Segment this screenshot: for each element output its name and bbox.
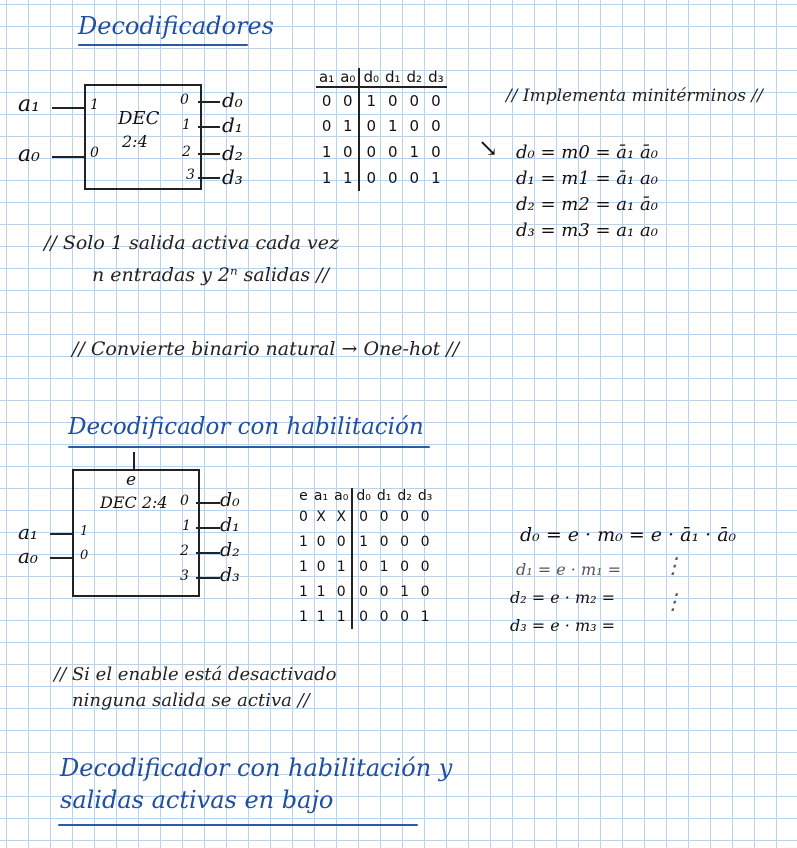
- th-e: e: [299, 488, 308, 504]
- equation-d1-enable: d₁ = e · m₁ =: [516, 560, 622, 579]
- cell: 1: [366, 91, 376, 110]
- cell: 0: [331, 579, 352, 604]
- cell: 1: [400, 583, 410, 600]
- input-a1-label: a₁: [18, 520, 38, 544]
- output-pin-3: 3: [180, 568, 189, 584]
- cell: 0: [366, 117, 376, 135]
- section-title-salidas-activas-bajo-line2: salidas activas en bajo: [60, 786, 334, 814]
- implementa-minterminos-note: // Implementa minitérminos //: [506, 86, 763, 106]
- th-a0: a₀: [337, 68, 359, 87]
- cell: 0: [299, 508, 308, 525]
- th-a0: a₀: [331, 488, 352, 504]
- cell: 1: [316, 608, 326, 625]
- th-d2: d₂: [404, 68, 426, 87]
- arrow-icon: ↘: [478, 134, 499, 162]
- cell: 0: [359, 508, 369, 525]
- note-binario-onehot: // Convierte binario natural → One-hot //: [72, 338, 460, 360]
- equation-d2-enable: d₂ = e · m₂ =: [510, 588, 616, 607]
- cell: 0: [387, 169, 398, 187]
- enable-label: e: [126, 470, 137, 490]
- output-d1-wire: [196, 527, 220, 529]
- cell: 0: [409, 91, 420, 110]
- input-a1-pin: 1: [80, 524, 89, 539]
- cell: 1: [321, 169, 332, 187]
- input-a1-label: a₁: [18, 92, 40, 117]
- cell: 1: [299, 533, 308, 550]
- title-underline: [78, 44, 248, 46]
- input-a1-pin: 1: [90, 97, 99, 113]
- output-d3-label: d₃: [220, 564, 240, 586]
- cell: 1: [420, 608, 430, 625]
- equation-d3: d₃ = m3 = a₁ a₀: [516, 220, 658, 241]
- cell: 1: [431, 169, 441, 187]
- ellipsis-icon: ⋮: [662, 590, 684, 615]
- cell: X: [331, 504, 352, 529]
- cell: 0: [321, 91, 332, 110]
- cell: 0: [420, 558, 430, 575]
- truth-table-header: [316, 68, 447, 87]
- cell: 0: [420, 533, 430, 550]
- decoder-size: 2:4: [122, 132, 148, 151]
- section-title-decodificador-habilitacion: Decodificador con habilitación: [68, 414, 424, 440]
- cell: 0: [431, 143, 441, 161]
- cell: 1: [337, 165, 359, 191]
- cell: 0: [379, 583, 389, 600]
- cell: 0: [337, 139, 359, 165]
- th-d1: d₁: [376, 488, 392, 504]
- note-n-entradas: n entradas y 2ⁿ salidas //: [92, 264, 329, 286]
- cell: 0: [409, 169, 420, 187]
- output-d2-label: d₂: [220, 539, 240, 561]
- decoder-label: DEC 2:4: [100, 493, 168, 512]
- output-d1-wire: [198, 126, 220, 128]
- cell: 0: [359, 608, 369, 625]
- cell: 1: [359, 533, 369, 550]
- output-pin-1: 1: [182, 518, 191, 534]
- cell: 1: [379, 558, 389, 575]
- output-d2-wire: [196, 552, 220, 554]
- input-a0-label: a₀: [18, 142, 40, 167]
- output-pin-2: 2: [180, 543, 189, 559]
- cell: 1: [387, 117, 398, 135]
- output-pin-0: 0: [180, 493, 189, 509]
- cell: 0: [366, 143, 376, 161]
- input-a1-wire: [52, 107, 85, 109]
- cell: 0: [379, 508, 389, 525]
- th-d2: d₂: [397, 488, 412, 504]
- cell: 1: [299, 558, 308, 575]
- cell: 1: [299, 608, 308, 625]
- th-d0: d₀: [359, 68, 382, 87]
- cell: 0: [337, 87, 359, 113]
- table-row: [296, 529, 435, 554]
- output-pin-1: 1: [182, 117, 191, 133]
- output-d3-label: d₃: [222, 165, 243, 189]
- input-a1-wire: [50, 533, 73, 535]
- section-title-salidas-activas-bajo-line1: Decodificador con habilitación y: [60, 754, 453, 782]
- cell: 0: [400, 608, 410, 625]
- cell: 1: [299, 583, 308, 600]
- cell: 0: [316, 558, 326, 575]
- output-d3-wire: [196, 577, 220, 579]
- equation-d0-enable: d₀ = e · m₀ = e · ā₁ · ā₀: [520, 524, 737, 546]
- table-row: [316, 165, 447, 191]
- truth-table-decoder: [316, 68, 447, 191]
- cell: 1: [316, 583, 326, 600]
- equation-d0: d₀ = m0 = ā₁ ā₀: [516, 142, 658, 163]
- cell: 1: [331, 604, 352, 629]
- th-a1: a₁: [313, 488, 329, 504]
- cell: X: [316, 508, 326, 525]
- output-pin-2: 2: [182, 144, 191, 160]
- table-row: [316, 87, 447, 113]
- table-row: [316, 139, 447, 165]
- input-a0-pin: 0: [80, 548, 89, 563]
- output-pin-0: 0: [180, 92, 189, 108]
- cell: 0: [359, 558, 369, 575]
- table-row: [296, 554, 435, 579]
- note-enable-desactivado: // Si el enable está desactivado: [54, 664, 337, 685]
- output-d2-label: d₂: [222, 141, 243, 165]
- output-d2-wire: [198, 153, 220, 155]
- output-d0-wire: [196, 502, 220, 504]
- output-pin-3: 3: [186, 167, 195, 183]
- enable-wire: [133, 452, 135, 470]
- th-d3: d₃: [417, 488, 433, 504]
- cell: 1: [409, 143, 420, 161]
- title-underline: [68, 446, 430, 448]
- output-d3-wire: [198, 177, 220, 179]
- cell: 0: [387, 91, 398, 110]
- cell: 0: [321, 117, 332, 135]
- note-una-salida-activa: // Solo 1 salida activa cada vez: [44, 232, 340, 254]
- cell: 0: [400, 508, 410, 525]
- output-d1-label: d₁: [222, 113, 243, 137]
- th-d0: d₀: [356, 488, 371, 504]
- input-a0-label: a₀: [18, 544, 38, 568]
- cell: 1: [331, 554, 352, 579]
- cell: 0: [400, 533, 410, 550]
- table-row: [296, 604, 435, 629]
- cell: 0: [420, 508, 430, 525]
- table-row: [316, 113, 447, 139]
- cell: 0: [316, 533, 326, 550]
- input-a0-wire: [50, 557, 73, 559]
- table-row: [296, 504, 435, 529]
- input-a0-pin: 0: [90, 145, 99, 161]
- decoder-label: DEC: [118, 108, 160, 129]
- table-row: [296, 579, 435, 604]
- output-d0-wire: [198, 101, 220, 103]
- equation-d3-enable: d₃ = e · m₃ =: [510, 616, 616, 635]
- cell: 0: [409, 117, 420, 135]
- equation-d2: d₂ = m2 = a₁ ā₀: [516, 194, 658, 215]
- th-d3: d₃: [425, 68, 447, 87]
- cell: 0: [400, 558, 410, 575]
- th-a1: a₁: [316, 68, 337, 87]
- cell: 1: [337, 113, 359, 139]
- cell: 0: [331, 529, 352, 554]
- note-ninguna-salida: ninguna salida se activa //: [72, 690, 310, 711]
- cell: 0: [420, 583, 430, 600]
- output-d1-label: d₁: [220, 514, 240, 536]
- th-d1: d₁: [382, 68, 404, 87]
- cell: 0: [359, 583, 369, 600]
- cell: 0: [431, 117, 441, 135]
- truth-table-header: [296, 488, 435, 504]
- cell: 0: [379, 608, 389, 625]
- equation-d1: d₁ = m1 = ā₁ a₀: [516, 168, 658, 189]
- truth-table-enable: [296, 488, 436, 629]
- cell: 0: [431, 91, 441, 110]
- cell: 0: [379, 533, 389, 550]
- cell: 0: [387, 143, 398, 161]
- title-underline: [58, 824, 418, 826]
- input-a0-wire: [52, 156, 85, 158]
- section-title-decodificadores: Decodificadores: [78, 12, 274, 40]
- ellipsis-icon: ⋮: [662, 554, 684, 579]
- cell: 1: [321, 143, 332, 161]
- cell: 0: [366, 169, 376, 187]
- output-d0-label: d₀: [220, 489, 240, 511]
- output-d0-label: d₀: [222, 88, 243, 112]
